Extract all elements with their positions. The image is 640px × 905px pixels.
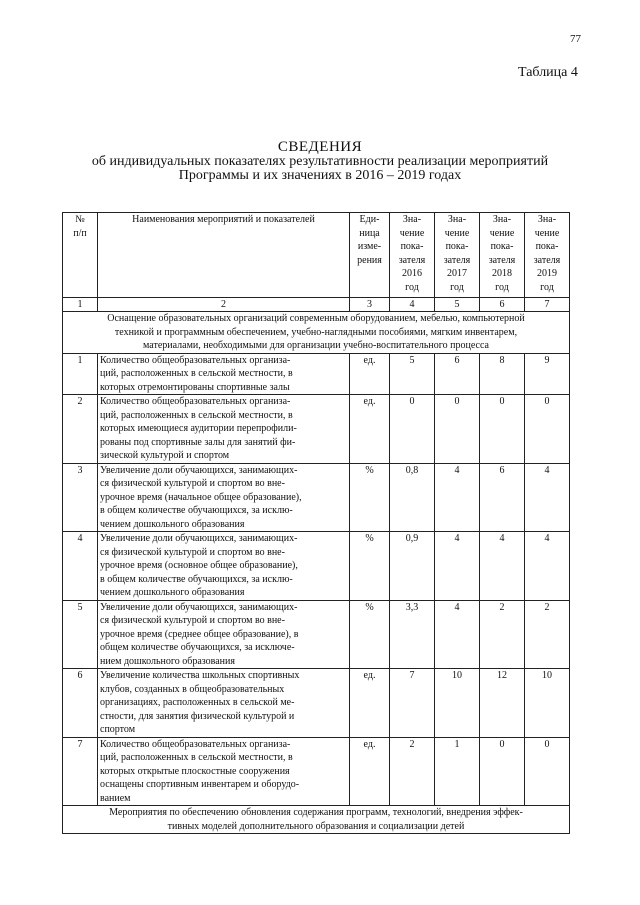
value-2019: 4 [525, 463, 570, 532]
title-subtitle-line1: об индивидуальных показателях результативности реализации мероприятий [91, 154, 549, 169]
section-heading-equipment-row [63, 312, 570, 354]
value-2017: 4 [435, 532, 480, 601]
value-2017: 6 [435, 353, 480, 395]
value-2016: 2 [390, 737, 435, 806]
value-2018: 0 [480, 737, 525, 806]
value-2017: 4 [435, 600, 480, 669]
column-number-cell: 4 [390, 298, 435, 312]
value-2018: 4 [480, 532, 525, 601]
row-number: 3 [63, 463, 98, 532]
unit-cell: ед. [350, 395, 390, 464]
value-2017: 4 [435, 463, 480, 532]
column-number-cell: 6 [480, 298, 525, 312]
section-heading-programs: Мероприятия по обеспечению обновления содержания программ, технологий, внедрения эффек- тивных моделей дополнительного образования и социализации детей [63, 806, 570, 834]
title-heading: СВЕДЕНИЯ [277, 139, 363, 155]
row-number: 4 [63, 532, 98, 601]
row-number: 6 [63, 669, 98, 738]
value-2018: 2 [480, 600, 525, 669]
indicator-name: Количество общеобразовательных организа- ций, расположенных в сельской местности, в которых отремонтированы спортивные залы [98, 353, 350, 395]
page-number: 77 [570, 33, 581, 45]
unit-cell: ед. [350, 353, 390, 395]
header-name: Наименования мероприятий и показателей [98, 213, 350, 298]
value-2019: 0 [525, 737, 570, 806]
unit-cell: % [350, 463, 390, 532]
header-num: № п/п [63, 213, 98, 298]
value-2016: 0,8 [390, 463, 435, 532]
row-number: 2 [63, 395, 98, 464]
value-2019: 0 [525, 395, 570, 464]
value-2016: 3,3 [390, 600, 435, 669]
value-2016: 0,9 [390, 532, 435, 601]
column-number-cell: 3 [350, 298, 390, 312]
column-number-cell: 7 [525, 298, 570, 312]
value-2016: 7 [390, 669, 435, 738]
column-number-cell: 2 [98, 298, 350, 312]
unit-cell: ед. [350, 737, 390, 806]
unit-cell: % [350, 600, 390, 669]
header-2018: Зна- чение пока- зателя 2018 год [480, 213, 525, 298]
value-2017: 1 [435, 737, 480, 806]
value-2019: 10 [525, 669, 570, 738]
value-2018: 12 [480, 669, 525, 738]
table-row [63, 353, 570, 395]
value-2019: 9 [525, 353, 570, 395]
row-number: 5 [63, 600, 98, 669]
title-subtitle-line2: Программы и их значениях в 2016 – 2019 годах [178, 168, 462, 183]
column-numbers-row [63, 298, 570, 312]
value-2019: 4 [525, 532, 570, 601]
table-row [63, 600, 570, 669]
table-row [63, 669, 570, 738]
header-2019: Зна- чение пока- зателя 2019 год [525, 213, 570, 298]
value-2017: 0 [435, 395, 480, 464]
indicators-table [62, 212, 570, 834]
table-row [63, 737, 570, 806]
indicator-name: Количество общеобразовательных организа- ций, расположенных в сельской местности, в которых открытые плоскостные сооружения оснащены спортивным инвентарем и оборудо- ванием [98, 737, 350, 806]
column-number-cell: 1 [63, 298, 98, 312]
header-row [63, 213, 570, 298]
value-2019: 2 [525, 600, 570, 669]
unit-cell: % [350, 532, 390, 601]
section-heading-programs-row [63, 806, 570, 834]
table-row [63, 532, 570, 601]
value-2016: 5 [390, 353, 435, 395]
unit-cell: ед. [350, 669, 390, 738]
indicator-name: Количество общеобразовательных организа- ций, расположенных в сельской местности, в которых имеющиеся аудитории перепрофили- рованы под спортивные залы для занятий фи- зической культурой и спортом [98, 395, 350, 464]
header-2017: Зна- чение пока- зателя 2017 год [435, 213, 480, 298]
table-label: Таблица 4 [518, 65, 578, 80]
row-number: 7 [63, 737, 98, 806]
column-number-cell: 5 [435, 298, 480, 312]
header-2016: Зна- чение пока- зателя 2016 год [390, 213, 435, 298]
value-2016: 0 [390, 395, 435, 464]
value-2018: 0 [480, 395, 525, 464]
value-2017: 10 [435, 669, 480, 738]
indicator-name: Увеличение доли обучающихся, занимающих- ся физической культурой и спортом во вне- урочное время (основное общее образование), в общем количестве обучающихся, за исклю- чением дошкольного образования [98, 532, 350, 601]
indicator-name: Увеличение количества школьных спортивных клубов, созданных в общеобразовательных организациях, расположенных в сельской ме- стности, для занятия физической культурой и спортом [98, 669, 350, 738]
table-row [63, 463, 570, 532]
indicator-name: Увеличение доли обучающихся, занимающих- ся физической культурой и спортом во вне- урочное время (среднее общее образование), в общем количестве обучающихся, за исключе- нием дошкольного образования [98, 600, 350, 669]
value-2018: 8 [480, 353, 525, 395]
table-row [63, 395, 570, 464]
value-2018: 6 [480, 463, 525, 532]
indicator-name: Увеличение доли обучающихся, занимающих- ся физической культурой и спортом во вне- урочное время (начальное общее образование), в общем количестве обучающихся, за исклю- чением дошкольного образования [98, 463, 350, 532]
header-unit: Еди- ница изме- рения [350, 213, 390, 298]
row-number: 1 [63, 353, 98, 395]
section-heading-equipment: Оснащение образовательных организаций современным оборудованием, мебелью, компьютерной техникой и программным обеспечением, учебно-наглядными пособиями, мягким инвентарем, материалами, необходимыми для организации учебно-воспитательного процесса [63, 312, 570, 354]
